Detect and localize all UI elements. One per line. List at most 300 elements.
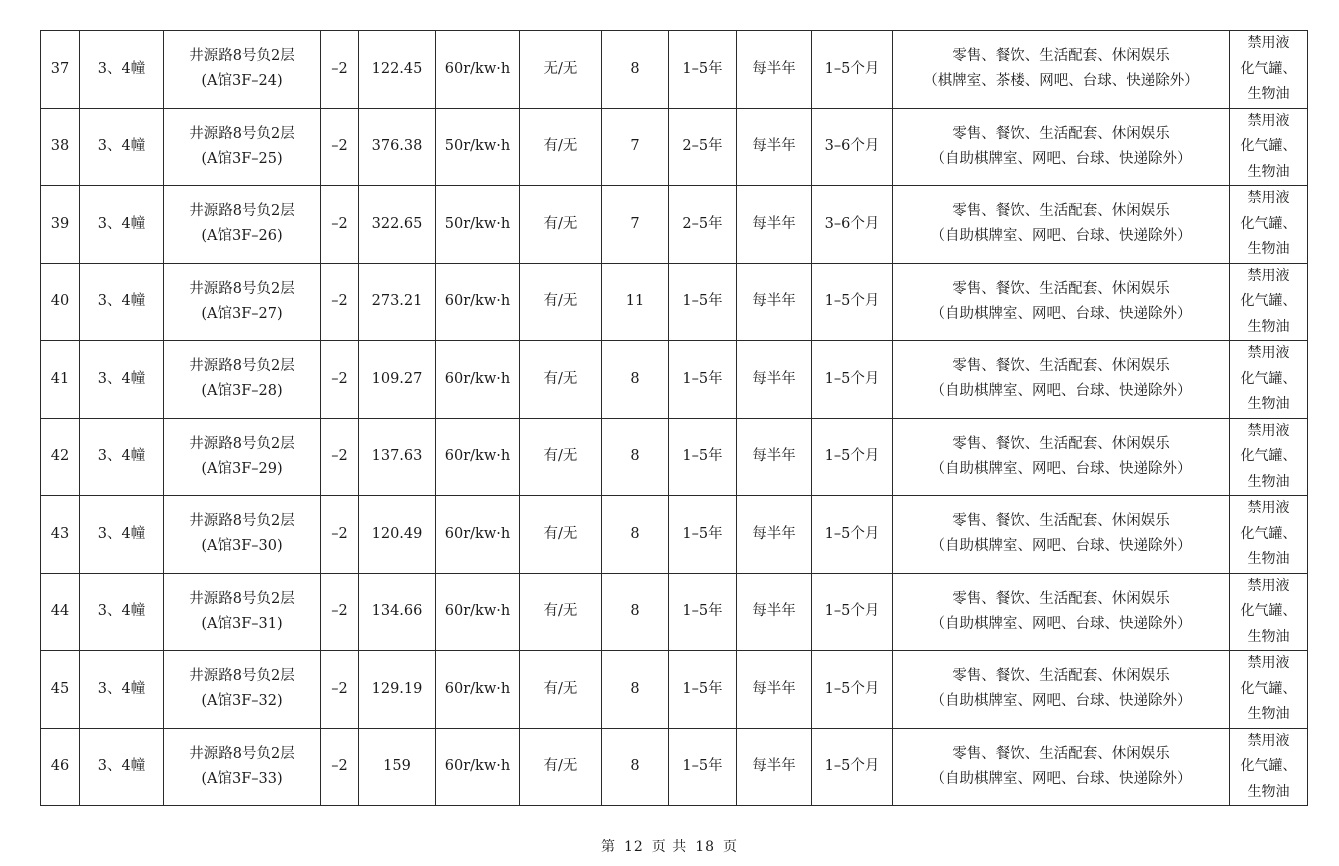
cell-address bbox=[164, 496, 321, 574]
cell-rent-free-period bbox=[812, 108, 893, 186]
cell-payment-period bbox=[737, 651, 812, 729]
cell-address-text: 井源路8号负2层 bbox=[189, 745, 295, 762]
cell-permitted-use-text: 零售、餐饮、生活配套、休闲娱乐 bbox=[952, 745, 1170, 762]
cell-facility bbox=[520, 341, 602, 419]
cell-rent-free-period bbox=[812, 496, 893, 574]
cell-building-text: 3、4幢 bbox=[97, 138, 146, 155]
cell-area-text: 109.27 bbox=[371, 370, 423, 387]
cell-payment-period-text: 每半年 bbox=[752, 215, 796, 232]
cell-rent-free-period-text: 1–5个月 bbox=[824, 603, 880, 620]
cell-requirements-text: 化气罐、 bbox=[1240, 60, 1297, 77]
cell-payment-period bbox=[737, 496, 812, 574]
cell-requirements-text: 生物油 bbox=[1247, 473, 1290, 490]
cell-permitted-use-text: （自助棋牌室、网吧、台球、快递除外） bbox=[930, 383, 1192, 400]
cell-facility-text: 有/无 bbox=[543, 680, 578, 697]
cell-permitted-use-text: （自助棋牌室、网吧、台球、快递除外） bbox=[930, 615, 1192, 632]
cell-facility bbox=[520, 263, 602, 341]
cell-area bbox=[359, 728, 436, 806]
cell-permitted-use-text: 零售、餐饮、生活配套、休闲娱乐 bbox=[952, 668, 1170, 685]
cell-building-text: 3、4幢 bbox=[97, 448, 146, 465]
cell-payment-period bbox=[737, 108, 812, 186]
cell-floor bbox=[321, 186, 359, 264]
cell-electricity-rate-text: 60r/kw·h bbox=[444, 370, 511, 387]
cell-electricity-rate-text: 60r/kw·h bbox=[444, 680, 511, 697]
cell-count-text: 7 bbox=[630, 138, 640, 155]
cell-requirements-text: 生物油 bbox=[1247, 241, 1290, 257]
cell-floor bbox=[321, 418, 359, 496]
cell-count bbox=[602, 496, 669, 574]
cell-facility-text: 有/无 bbox=[543, 448, 578, 465]
table-body bbox=[41, 31, 1308, 806]
cell-address bbox=[164, 573, 321, 651]
cell-requirements-text: 化气罐、 bbox=[1240, 138, 1297, 154]
table-row bbox=[41, 31, 1308, 109]
cell-permitted-use-text: 零售、餐饮、生活配套、休闲娱乐 bbox=[952, 48, 1170, 65]
cell-address bbox=[164, 651, 321, 729]
cell-rent-free-period-text: 1–5个月 bbox=[824, 525, 880, 542]
cell-payment-period bbox=[737, 186, 812, 264]
cell-lease-term-text: 1–5年 bbox=[682, 60, 723, 77]
cell-lease-term bbox=[669, 496, 737, 574]
cell-requirements-text: 化气罐、 bbox=[1240, 215, 1297, 232]
cell-area bbox=[359, 651, 436, 729]
cell-electricity-rate-text: 50r/kw·h bbox=[444, 215, 511, 232]
cell-permitted-use bbox=[893, 186, 1230, 264]
cell-payment-period bbox=[737, 418, 812, 496]
cell-permitted-use-text: （自助棋牌室、网吧、台球、快递除外） bbox=[930, 305, 1192, 322]
cell-lease-term bbox=[669, 263, 737, 341]
cell-requirements-text: 禁用液 bbox=[1247, 500, 1290, 516]
cell-requirements-text: 化气罐、 bbox=[1240, 448, 1297, 464]
cell-address-text: (A馆3F–32) bbox=[201, 693, 283, 710]
cell-number-text: 45 bbox=[50, 680, 70, 697]
cell-rent-free-period-text: 1–5个月 bbox=[824, 60, 880, 77]
cell-rent-free-period bbox=[812, 728, 893, 806]
cell-floor bbox=[321, 341, 359, 419]
cell-building-text: 3、4幢 bbox=[97, 680, 146, 697]
cell-area-text: 122.45 bbox=[371, 60, 423, 77]
cell-count-text: 8 bbox=[630, 370, 640, 387]
cell-address bbox=[164, 341, 321, 419]
cell-rent-free-period bbox=[812, 263, 893, 341]
cell-building-text: 3、4幢 bbox=[97, 215, 146, 232]
cell-building bbox=[80, 573, 164, 651]
cell-payment-period-text: 每半年 bbox=[752, 603, 796, 620]
cell-requirements-text: 生物油 bbox=[1247, 551, 1290, 567]
cell-number bbox=[41, 263, 80, 341]
cell-count bbox=[602, 573, 669, 651]
cell-payment-period-text: 每半年 bbox=[752, 370, 796, 387]
cell-electricity-rate-text: 60r/kw·h bbox=[444, 293, 511, 310]
cell-facility-text: 无/无 bbox=[543, 60, 578, 77]
cell-facility bbox=[520, 31, 602, 109]
cell-building bbox=[80, 341, 164, 419]
cell-rent-free-period-text: 3–6个月 bbox=[824, 138, 880, 155]
page-label-prefix: 第 bbox=[600, 839, 616, 855]
cell-number-text: 46 bbox=[50, 758, 70, 775]
total-page-count: 18 bbox=[695, 839, 716, 855]
table-row bbox=[41, 651, 1308, 729]
cell-address-text: (A馆3F–27) bbox=[201, 305, 283, 322]
cell-permitted-use-text: （自助棋牌室、网吧、台球、快递除外） bbox=[930, 460, 1192, 477]
cell-permitted-use bbox=[893, 496, 1230, 574]
cell-lease-term-text: 1–5年 bbox=[682, 370, 723, 387]
cell-floor bbox=[321, 496, 359, 574]
cell-count bbox=[602, 263, 669, 341]
cell-permitted-use bbox=[893, 31, 1230, 109]
cell-permitted-use bbox=[893, 263, 1230, 341]
cell-building bbox=[80, 651, 164, 729]
cell-floor-text: –2 bbox=[331, 370, 348, 387]
cell-floor-text: –2 bbox=[331, 138, 348, 155]
table-row bbox=[41, 341, 1308, 419]
cell-permitted-use-text: 零售、餐饮、生活配套、休闲娱乐 bbox=[952, 513, 1170, 530]
cell-lease-term bbox=[669, 418, 737, 496]
cell-requirements-text: 生物油 bbox=[1247, 396, 1290, 412]
cell-permitted-use bbox=[893, 651, 1230, 729]
cell-address-text: (A馆3F–24) bbox=[201, 73, 283, 90]
cell-lease-term-text: 1–5年 bbox=[682, 603, 723, 620]
cell-number-text: 37 bbox=[50, 60, 70, 77]
cell-area-text: 376.38 bbox=[371, 138, 423, 155]
cell-electricity-rate bbox=[436, 31, 520, 109]
cell-rent-free-period bbox=[812, 186, 893, 264]
cell-permitted-use-text: （棋牌室、茶楼、网吧、台球、快递除外） bbox=[923, 73, 1199, 90]
cell-permitted-use-text: （自助棋牌室、网吧、台球、快递除外） bbox=[930, 228, 1192, 245]
cell-floor bbox=[321, 573, 359, 651]
cell-payment-period bbox=[737, 341, 812, 419]
cell-number bbox=[41, 496, 80, 574]
cell-requirements-text: 禁用液 bbox=[1247, 732, 1290, 749]
cell-requirements bbox=[1230, 31, 1308, 109]
cell-lease-term-text: 2–5年 bbox=[682, 138, 723, 155]
cell-facility-text: 有/无 bbox=[543, 370, 578, 387]
cell-area bbox=[359, 341, 436, 419]
cell-permitted-use-text: 零售、餐饮、生活配套、休闲娱乐 bbox=[952, 435, 1170, 452]
cell-electricity-rate bbox=[436, 341, 520, 419]
cell-payment-period-text: 每半年 bbox=[752, 138, 796, 155]
cell-count bbox=[602, 31, 669, 109]
cell-requirements bbox=[1230, 573, 1308, 651]
cell-lease-term bbox=[669, 31, 737, 109]
cell-area bbox=[359, 573, 436, 651]
cell-building bbox=[80, 31, 164, 109]
cell-payment-period-text: 每半年 bbox=[752, 448, 796, 465]
cell-count bbox=[602, 108, 669, 186]
cell-requirements bbox=[1230, 651, 1308, 729]
cell-requirements bbox=[1230, 496, 1308, 574]
cell-address bbox=[164, 418, 321, 496]
table-row bbox=[41, 496, 1308, 574]
cell-address bbox=[164, 108, 321, 186]
cell-address-text: 井源路8号负2层 bbox=[189, 358, 295, 375]
cell-electricity-rate-text: 60r/kw·h bbox=[444, 448, 511, 465]
cell-requirements-text: 生物油 bbox=[1247, 628, 1290, 645]
cell-area-text: 137.63 bbox=[371, 448, 423, 465]
cell-requirements-text: 化气罐、 bbox=[1240, 680, 1297, 697]
cell-floor bbox=[321, 31, 359, 109]
cell-requirements-text: 化气罐、 bbox=[1240, 370, 1297, 387]
cell-rent-free-period-text: 1–5个月 bbox=[824, 293, 880, 310]
cell-floor bbox=[321, 263, 359, 341]
cell-permitted-use-text: 零售、餐饮、生活配套、休闲娱乐 bbox=[952, 280, 1170, 297]
cell-electricity-rate bbox=[436, 108, 520, 186]
cell-requirements bbox=[1230, 341, 1308, 419]
table-row bbox=[41, 263, 1308, 341]
table-row bbox=[41, 573, 1308, 651]
cell-payment-period-text: 每半年 bbox=[752, 680, 796, 697]
cell-building-text: 3、4幢 bbox=[97, 525, 146, 542]
cell-floor-text: –2 bbox=[331, 758, 348, 775]
cell-rent-free-period-text: 1–5个月 bbox=[824, 680, 880, 697]
cell-count bbox=[602, 418, 669, 496]
cell-electricity-rate bbox=[436, 496, 520, 574]
cell-electricity-rate-text: 60r/kw·h bbox=[444, 60, 511, 77]
cell-area-text: 120.49 bbox=[371, 525, 423, 542]
cell-requirements-text: 禁用液 bbox=[1247, 422, 1290, 439]
cell-requirements-text: 生物油 bbox=[1247, 163, 1290, 180]
cell-floor-text: –2 bbox=[331, 603, 348, 620]
cell-area-text: 322.65 bbox=[371, 215, 423, 232]
cell-electricity-rate bbox=[436, 186, 520, 264]
cell-permitted-use bbox=[893, 573, 1230, 651]
cell-payment-period-text: 每半年 bbox=[752, 525, 796, 542]
cell-address-text: (A馆3F–28) bbox=[201, 383, 283, 400]
cell-lease-term bbox=[669, 573, 737, 651]
cell-number bbox=[41, 31, 80, 109]
cell-lease-term-text: 1–5年 bbox=[682, 758, 723, 775]
cell-address-text: 井源路8号负2层 bbox=[189, 513, 295, 530]
cell-requirements-text: 禁用液 bbox=[1247, 35, 1290, 51]
cell-rent-free-period bbox=[812, 31, 893, 109]
cell-building-text: 3、4幢 bbox=[97, 603, 146, 620]
cell-electricity-rate bbox=[436, 263, 520, 341]
cell-building bbox=[80, 186, 164, 264]
current-page-number: 12 bbox=[623, 839, 644, 855]
cell-facility-text: 有/无 bbox=[543, 138, 578, 155]
cell-number bbox=[41, 186, 80, 264]
cell-address-text: 井源路8号负2层 bbox=[189, 435, 295, 452]
cell-count-text: 8 bbox=[630, 525, 640, 542]
cell-address-text: (A馆3F–29) bbox=[201, 460, 283, 477]
cell-lease-term-text: 1–5年 bbox=[682, 293, 723, 310]
cell-address bbox=[164, 263, 321, 341]
cell-number-text: 42 bbox=[50, 448, 70, 465]
cell-requirements-text: 禁用液 bbox=[1247, 267, 1290, 284]
cell-facility bbox=[520, 651, 602, 729]
cell-number bbox=[41, 418, 80, 496]
cell-requirements-text: 禁用液 bbox=[1247, 577, 1290, 594]
cell-electricity-rate-text: 50r/kw·h bbox=[444, 138, 511, 155]
cell-permitted-use-text: 零售、餐饮、生活配套、休闲娱乐 bbox=[952, 125, 1170, 142]
cell-facility-text: 有/无 bbox=[543, 603, 578, 620]
cell-building bbox=[80, 496, 164, 574]
cell-requirements bbox=[1230, 418, 1308, 496]
page-label-suffix: 页 bbox=[723, 839, 739, 855]
cell-facility bbox=[520, 573, 602, 651]
cell-floor bbox=[321, 651, 359, 729]
cell-address-text: (A馆3F–26) bbox=[201, 228, 283, 245]
cell-area bbox=[359, 108, 436, 186]
table-row bbox=[41, 728, 1308, 806]
cell-count-text: 8 bbox=[630, 60, 640, 77]
cell-count bbox=[602, 341, 669, 419]
cell-area bbox=[359, 496, 436, 574]
cell-number bbox=[41, 108, 80, 186]
cell-permitted-use-text: 零售、餐饮、生活配套、休闲娱乐 bbox=[952, 203, 1170, 220]
cell-permitted-use-text: （自助棋牌室、网吧、台球、快递除外） bbox=[930, 538, 1192, 555]
cell-number bbox=[41, 573, 80, 651]
cell-payment-period bbox=[737, 31, 812, 109]
cell-building bbox=[80, 263, 164, 341]
cell-address-text: (A馆3F–33) bbox=[201, 770, 283, 787]
cell-requirements bbox=[1230, 108, 1308, 186]
cell-count-text: 8 bbox=[630, 603, 640, 620]
cell-electricity-rate-text: 60r/kw·h bbox=[444, 758, 511, 775]
cell-requirements-text: 化气罐、 bbox=[1240, 603, 1297, 619]
cell-count bbox=[602, 651, 669, 729]
cell-address bbox=[164, 31, 321, 109]
cell-rent-free-period bbox=[812, 573, 893, 651]
cell-rent-free-period bbox=[812, 418, 893, 496]
cell-facility-text: 有/无 bbox=[543, 293, 578, 310]
page-label-mid: 页 共 bbox=[651, 839, 688, 855]
cell-count-text: 8 bbox=[630, 758, 640, 775]
cell-requirements bbox=[1230, 728, 1308, 806]
cell-lease-term-text: 1–5年 bbox=[682, 680, 723, 697]
cell-floor-text: –2 bbox=[331, 680, 348, 697]
cell-facility bbox=[520, 728, 602, 806]
cell-lease-term-text: 2–5年 bbox=[682, 215, 723, 232]
cell-floor-text: –2 bbox=[331, 448, 348, 465]
table-row bbox=[41, 418, 1308, 496]
cell-area-text: 134.66 bbox=[371, 603, 423, 620]
cell-permitted-use bbox=[893, 418, 1230, 496]
cell-electricity-rate-text: 60r/kw·h bbox=[444, 525, 511, 542]
cell-building bbox=[80, 728, 164, 806]
cell-address-text: (A馆3F–25) bbox=[201, 150, 283, 167]
cell-permitted-use-text: （自助棋牌室、网吧、台球、快递除外） bbox=[930, 770, 1192, 787]
cell-building bbox=[80, 108, 164, 186]
cell-area bbox=[359, 186, 436, 264]
cell-number-text: 44 bbox=[50, 603, 70, 620]
cell-rent-free-period bbox=[812, 651, 893, 729]
cell-lease-term bbox=[669, 728, 737, 806]
cell-number-text: 39 bbox=[50, 215, 70, 232]
cell-payment-period-text: 每半年 bbox=[752, 293, 796, 310]
cell-rent-free-period-text: 1–5个月 bbox=[824, 448, 880, 465]
cell-building-text: 3、4幢 bbox=[97, 293, 146, 310]
page-footer bbox=[0, 836, 1339, 856]
cell-address-text: (A馆3F–30) bbox=[201, 538, 283, 555]
cell-number bbox=[41, 341, 80, 419]
cell-permitted-use-text: 零售、餐饮、生活配套、休闲娱乐 bbox=[952, 590, 1170, 607]
cell-requirements-text: 生物油 bbox=[1247, 318, 1290, 335]
cell-rent-free-period bbox=[812, 341, 893, 419]
cell-count-text: 7 bbox=[630, 215, 640, 232]
cell-electricity-rate bbox=[436, 418, 520, 496]
cell-facility bbox=[520, 108, 602, 186]
cell-payment-period bbox=[737, 728, 812, 806]
cell-electricity-rate bbox=[436, 651, 520, 729]
cell-building-text: 3、4幢 bbox=[97, 370, 146, 387]
cell-facility-text: 有/无 bbox=[543, 758, 578, 775]
cell-payment-period-text: 每半年 bbox=[752, 758, 796, 775]
cell-area-text: 159 bbox=[383, 758, 411, 775]
cell-facility bbox=[520, 186, 602, 264]
cell-area-text: 129.19 bbox=[371, 680, 423, 697]
cell-payment-period-text: 每半年 bbox=[752, 60, 796, 77]
cell-floor bbox=[321, 728, 359, 806]
cell-facility-text: 有/无 bbox=[543, 525, 578, 542]
cell-requirements-text: 生物油 bbox=[1247, 86, 1290, 102]
cell-facility-text: 有/无 bbox=[543, 215, 578, 232]
cell-requirements-text: 生物油 bbox=[1247, 783, 1290, 800]
cell-count bbox=[602, 728, 669, 806]
cell-building-text: 3、4幢 bbox=[97, 60, 146, 77]
cell-rent-free-period-text: 1–5个月 bbox=[824, 370, 880, 387]
cell-address-text: 井源路8号负2层 bbox=[189, 48, 295, 65]
cell-count-text: 8 bbox=[630, 680, 640, 697]
cell-facility bbox=[520, 418, 602, 496]
cell-electricity-rate bbox=[436, 573, 520, 651]
cell-area-text: 273.21 bbox=[371, 293, 423, 310]
cell-lease-term-text: 1–5年 bbox=[682, 525, 723, 542]
table-row bbox=[41, 108, 1308, 186]
cell-requirements-text: 禁用液 bbox=[1247, 112, 1290, 129]
cell-lease-term bbox=[669, 651, 737, 729]
cell-number-text: 40 bbox=[50, 293, 70, 310]
cell-building bbox=[80, 418, 164, 496]
cell-address-text: 井源路8号负2层 bbox=[189, 590, 295, 607]
cell-number-text: 43 bbox=[50, 525, 70, 542]
cell-area bbox=[359, 263, 436, 341]
cell-permitted-use bbox=[893, 108, 1230, 186]
cell-requirements-text: 化气罐、 bbox=[1240, 525, 1297, 542]
cell-number bbox=[41, 651, 80, 729]
cell-facility bbox=[520, 496, 602, 574]
cell-count-text: 11 bbox=[625, 293, 645, 310]
cell-requirements-text: 化气罐、 bbox=[1240, 758, 1297, 774]
cell-area bbox=[359, 418, 436, 496]
cell-address-text: 井源路8号负2层 bbox=[189, 280, 295, 297]
cell-floor-text: –2 bbox=[331, 525, 348, 542]
cell-number bbox=[41, 728, 80, 806]
cell-permitted-use bbox=[893, 341, 1230, 419]
cell-address-text: 井源路8号负2层 bbox=[189, 668, 295, 685]
cell-electricity-rate-text: 60r/kw·h bbox=[444, 603, 511, 620]
cell-address bbox=[164, 186, 321, 264]
cell-lease-term-text: 1–5年 bbox=[682, 448, 723, 465]
cell-floor-text: –2 bbox=[331, 293, 348, 310]
cell-building-text: 3、4幢 bbox=[97, 758, 146, 775]
cell-requirements-text: 生物油 bbox=[1247, 706, 1290, 722]
cell-number-text: 41 bbox=[50, 370, 70, 387]
cell-address-text: 井源路8号负2层 bbox=[189, 125, 295, 142]
cell-lease-term bbox=[669, 108, 737, 186]
cell-requirements-text: 禁用液 bbox=[1247, 190, 1290, 206]
cell-permitted-use-text: 零售、餐饮、生活配套、休闲娱乐 bbox=[952, 358, 1170, 375]
cell-payment-period bbox=[737, 263, 812, 341]
cell-electricity-rate bbox=[436, 728, 520, 806]
cell-address-text: 井源路8号负2层 bbox=[189, 203, 295, 220]
cell-lease-term bbox=[669, 341, 737, 419]
cell-lease-term bbox=[669, 186, 737, 264]
cell-permitted-use bbox=[893, 728, 1230, 806]
cell-count-text: 8 bbox=[630, 448, 640, 465]
cell-floor bbox=[321, 108, 359, 186]
cell-area bbox=[359, 31, 436, 109]
